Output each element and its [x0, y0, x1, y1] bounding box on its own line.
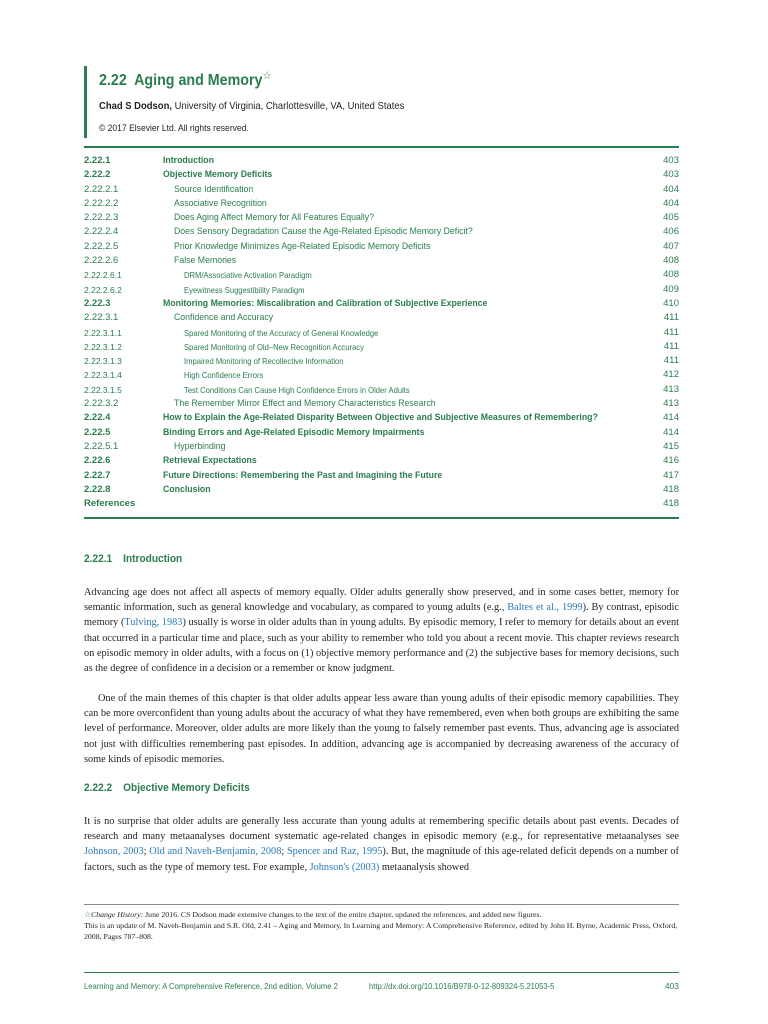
footer-page-number: 403 — [664, 981, 679, 991]
toc-page-number: 409 — [663, 283, 679, 295]
toc-entry[interactable] — [84, 254, 679, 268]
text-run: ; — [281, 846, 287, 858]
toc-number: 2.22.2 — [84, 169, 111, 181]
footnote-label: Change History: — [91, 910, 144, 919]
star-icon: ☆ — [84, 910, 91, 919]
citation-link[interactable]: Tulving, 1983 — [124, 617, 183, 629]
toc-number: 2.22.1 — [84, 155, 111, 166]
toc-title[interactable]: Retrieval Expectations — [163, 455, 257, 467]
text-run: metaanalysis showed — [379, 861, 470, 873]
text-run: It is no surprise that older adults are generally less accurate than young adults at remembering specific details about past events. Decades of research and many metaanalyses document systematic age-related changes in episodic memory (e.g., for representative metaanalyses see — [84, 816, 679, 843]
toc-title[interactable]: Prior Knowledge Minimizes Age-Related Episodic Memory Deficits — [174, 240, 431, 252]
toc-title[interactable]: Associative Recognition — [174, 197, 267, 209]
toc-entry[interactable] — [84, 426, 679, 440]
toc-entry[interactable] — [84, 225, 679, 239]
toc-title[interactable]: Spared Monitoring of Old–New Recognition Accuracy — [184, 341, 364, 352]
toc-number: References — [84, 498, 136, 510]
toc-entry[interactable] — [84, 483, 679, 497]
citation-link[interactable]: Old and Naveh-Benjamin, 2008 — [149, 846, 282, 858]
toc-title[interactable]: Spared Monitoring of the Accuracy of General Knowledge — [184, 327, 379, 338]
footnote — [84, 904, 679, 942]
toc-page-number: 414 — [663, 426, 679, 438]
toc-number: 2.22.2.3 — [84, 212, 119, 224]
footnote-line-2: This is an update of M. Naveh-Benjamin and S.R. Old, 2.41 – Aging and Memory, In Learning and Memory: A Comprehensive Reference, edited by John H. Byrne, Academic Press, Oxford, 2008, Pages 787–808. — [84, 921, 678, 941]
toc-page-number: 405 — [663, 212, 679, 224]
toc-entry[interactable] — [84, 154, 679, 168]
toc-title[interactable]: Future Directions: Remembering the Past and Imagining the Future — [163, 469, 443, 481]
toc-title[interactable]: False Memories — [174, 255, 237, 267]
text-run: ). But, the magnitude of this age-related deficit depends on a number of factors, such as the type of memory test. For example, — [84, 846, 679, 873]
toc-page-number: 411 — [663, 355, 679, 367]
citation-link[interactable]: Spencer and Raz, 1995 — [286, 846, 383, 858]
toc-number: 2.22.2.2 — [84, 197, 119, 209]
affiliation: University of Virginia, Charlottesville, VA, United States — [174, 100, 405, 113]
toc-page-number: 416 — [663, 455, 679, 467]
toc-entry[interactable] — [84, 311, 679, 325]
toc-entry[interactable] — [84, 469, 679, 483]
toc-title[interactable]: Does Sensory Degradation Cause the Age-Related Episodic Memory Deficit? — [174, 226, 473, 238]
toc-page-number: 410 — [663, 297, 679, 309]
text-run: ; — [143, 846, 150, 858]
toc-number: 2.22.2.4 — [84, 226, 119, 238]
toc-page-number: 411 — [663, 326, 679, 338]
footer-doi-link[interactable]: http://dx.doi.org/10.1016/B978-0-12-809324-5.21053-5 — [369, 981, 555, 991]
toc-number: 2.22.3.1.3 — [84, 356, 122, 367]
toc-page-number: 417 — [663, 469, 679, 481]
toc-entry[interactable] — [84, 240, 679, 254]
toc-title[interactable]: Introduction — [163, 155, 214, 166]
chapter-title — [99, 66, 637, 91]
toc-number: 2.22.2.6.2 — [84, 284, 122, 295]
toc-number: 2.22.2.6 — [84, 255, 119, 267]
toc-entry[interactable] — [84, 354, 679, 368]
section-heading-objective-memory-deficits — [84, 782, 250, 794]
toc-number: 2.22.3.1.1 — [84, 327, 122, 338]
toc-number: 2.22.5 — [84, 426, 111, 438]
toc-page-number: 411 — [663, 312, 679, 324]
star-icon[interactable]: ☆ — [262, 70, 272, 82]
footnote-line-1: June 2016. CS Dodson made extensive changes to the text of the entire chapter, updated the references, and added new figures. — [143, 910, 542, 919]
text-run: ). By contrast, episodic memory ( — [84, 602, 679, 629]
section-heading-introduction — [84, 553, 182, 565]
citation-link[interactable]: Johnson, 2003 — [84, 846, 144, 858]
toc-entry[interactable] — [84, 268, 679, 282]
toc-title[interactable]: Confidence and Accuracy — [174, 312, 274, 324]
toc-page-number: 415 — [663, 440, 679, 452]
toc-number: 2.22.3.1.2 — [84, 341, 122, 352]
toc-page-number: 408 — [663, 255, 679, 267]
toc-page-number: 407 — [663, 240, 679, 252]
intro-paragraph-1 — [84, 585, 679, 676]
toc-page-number: 403 — [663, 169, 679, 181]
section-title: Introduction — [123, 553, 183, 565]
citation-link[interactable]: Baltes et al., 1999 — [507, 602, 583, 614]
toc-title[interactable]: How to Explain the Age-Related Disparity Between Objective and Subjective Measures of Remembering? — [163, 412, 598, 424]
section-number: 2.22.1 — [84, 553, 113, 565]
toc-number: 2.22.2.5 — [84, 240, 119, 252]
toc-title[interactable]: Objective Memory Deficits — [163, 169, 273, 181]
toc-entry[interactable] — [84, 326, 679, 340]
intro-paragraph-2: One of the main themes of this chapter is that older adults appear less aware than young adults of their episodic memory capabilities. They can be more overconfident than young adults about the accuracy of what they have remembered, even when both groups are exhibiting the same level of performance. Moreover, older adults are more likely than the young to falsely remember past events. Thus, advancing age is associated not just with difficulties remembering past episodes. In addition, advancing age is accompanied by decreasing awareness of the accuracy of some kinds of episodic memories. — [84, 693, 680, 765]
footer-book-title: Learning and Memory: A Comprehensive Reference, 2nd edition, Volume 2 — [84, 981, 338, 991]
toc-title[interactable]: Does Aging Affect Memory for All Features Equally? — [174, 212, 374, 224]
citation-link[interactable]: Johnson's (2003) — [309, 861, 380, 873]
section-number: 2.22.2 — [84, 782, 113, 794]
toc-page-number: 418 — [663, 498, 679, 510]
toc-page-number: 408 — [663, 269, 679, 281]
toc-number: 2.22.7 — [84, 469, 111, 481]
toc-entry[interactable] — [84, 183, 679, 197]
chapter-title-text: Aging and Memory — [134, 72, 263, 90]
chapter-header — [84, 66, 684, 138]
toc-page-number: 406 — [663, 226, 679, 238]
toc-title[interactable]: Test Conditions Can Cause High Confidence Errors in Older Adults — [184, 384, 410, 395]
toc-entry[interactable] — [84, 440, 679, 454]
toc-page-number: 412 — [663, 369, 679, 381]
toc-number: 2.22.2.6.1 — [84, 270, 122, 281]
toc-number: 2.22.6 — [84, 455, 111, 467]
toc-title[interactable]: The Remember Mirror Effect and Memory Characteristics Research — [174, 398, 436, 410]
section-title: Objective Memory Deficits — [123, 782, 250, 794]
toc-number: 2.22.3 — [84, 297, 111, 309]
toc-page-number: 413 — [663, 383, 679, 395]
text-run: ) usually is worse in older adults than in young adults. By episodic memory, I refer to memory for details about an event that occurred in a particular time and place, such as your ability to remember who told you about a recent movie. This chapter reviews research on episodic memory in older adults, with a focus on (1) objective memory performance and (2) the subjective bases for memory decisions, such as the degree of confidence in a decision or a remember or know judgment. — [84, 617, 679, 675]
toc-number: 2.22.8 — [84, 483, 111, 495]
toc-number: 2.22.3.2 — [84, 398, 119, 410]
toc-entry[interactable] — [84, 283, 679, 297]
toc-number: 2.22.4 — [84, 412, 111, 424]
toc-entry[interactable] — [84, 197, 679, 211]
toc-title[interactable]: High Confidence Errors — [184, 370, 264, 381]
toc-number: 2.22.3.1 — [84, 312, 119, 324]
chapter-number: 2.22 — [99, 72, 127, 90]
toc-title[interactable]: Eyewitness Suggestibility Paradigm — [184, 284, 305, 295]
toc-entry[interactable] — [84, 368, 679, 382]
toc-entry[interactable] — [84, 297, 679, 311]
author-name: Chad S Dodson, — [99, 100, 172, 113]
toc-title[interactable]: DRM/Associative Activation Paradigm — [184, 270, 312, 281]
toc-page-number: 404 — [663, 197, 679, 209]
toc-entry[interactable] — [84, 397, 679, 411]
toc-title[interactable]: Conclusion — [163, 483, 211, 495]
toc-entry[interactable] — [84, 454, 679, 468]
text-run: Advancing age does not affect all aspects of memory equally. Older adults generally show preserved, and in some cases better, memory for semantic information, such as general knowledge and vocabulary, as compared to young adults (e.g., — [84, 587, 679, 614]
deficits-paragraph-1 — [84, 814, 679, 875]
toc-number: 2.22.3.1.5 — [84, 384, 122, 395]
toc-entry[interactable] — [84, 340, 679, 354]
toc-number: 2.22.2.1 — [84, 183, 119, 195]
toc-title[interactable]: Impaired Monitoring of Recollective Information — [184, 356, 344, 367]
toc-title[interactable]: Binding Errors and Age-Related Episodic Memory Impairments — [163, 426, 425, 438]
toc-entry[interactable] — [84, 168, 679, 182]
toc-number: 2.22.3.1.4 — [84, 370, 122, 381]
toc-entry[interactable] — [84, 383, 679, 397]
toc-title[interactable]: Hyperbinding — [174, 440, 226, 452]
toc-number: 2.22.5.1 — [84, 440, 119, 452]
toc-page-number: 403 — [663, 155, 679, 166]
toc-page-number: 404 — [663, 183, 679, 195]
toc-page-number: 414 — [663, 412, 679, 424]
toc-entry[interactable] — [84, 411, 679, 425]
toc-page-number: 411 — [663, 340, 679, 352]
table-of-contents — [84, 146, 679, 519]
copyright: © 2017 Elsevier Ltd. All rights reserved. — [99, 123, 249, 135]
toc-entry[interactable] — [84, 497, 679, 511]
author-line — [99, 100, 626, 113]
toc-page-number: 413 — [663, 398, 679, 410]
toc-page-number: 418 — [663, 483, 679, 495]
page-footer — [84, 972, 679, 996]
toc-entry[interactable] — [84, 211, 679, 225]
toc-title[interactable]: Source Identification — [174, 183, 254, 195]
toc-title[interactable]: Monitoring Memories: Miscalibration and Calibration of Subjective Experience — [163, 297, 488, 309]
